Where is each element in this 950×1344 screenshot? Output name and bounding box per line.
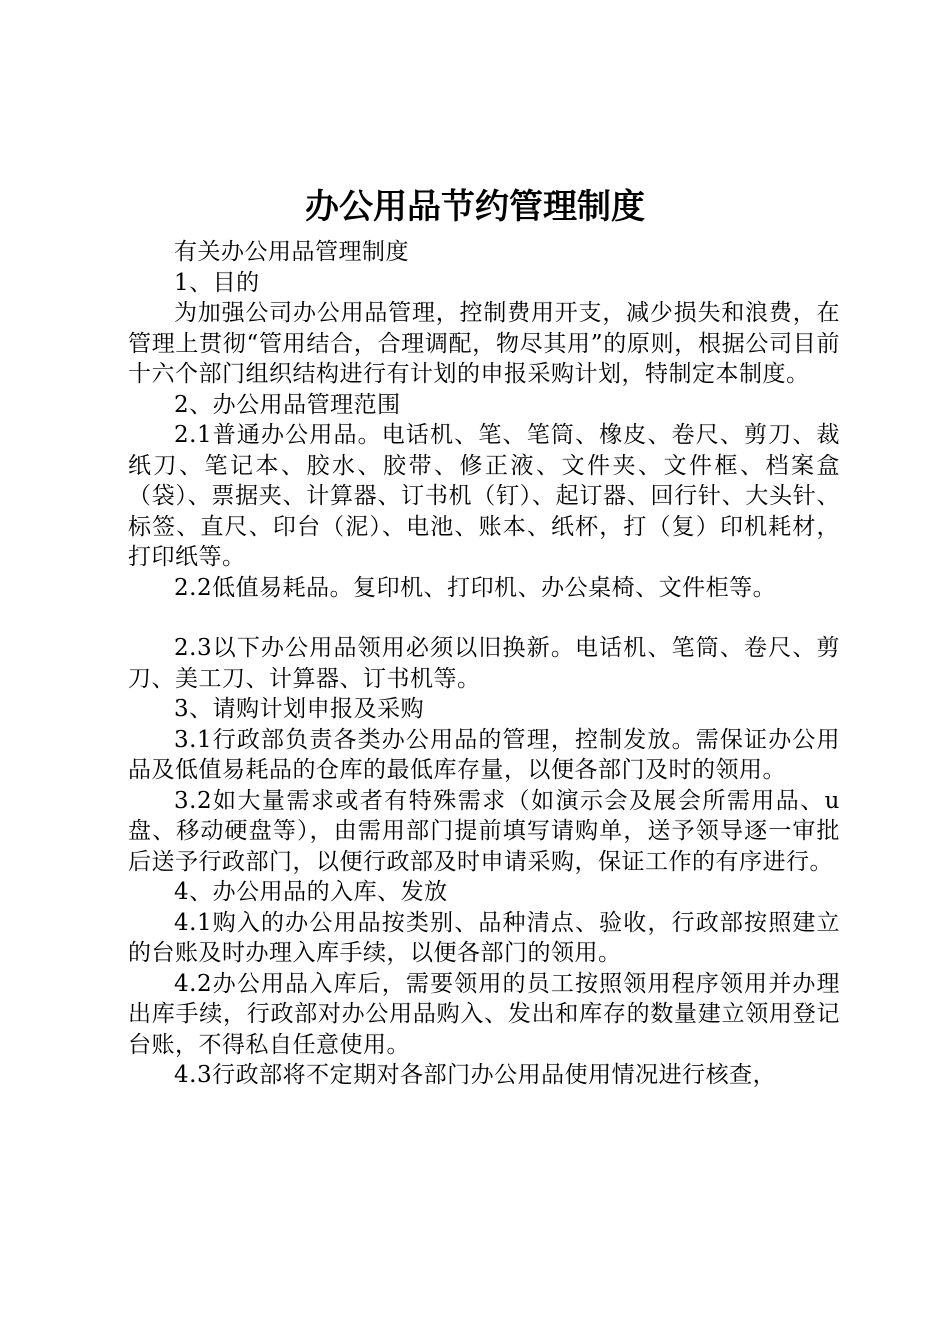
section-heading-purpose: 1、目的	[174, 269, 260, 296]
paragraph-3-1: 3.1行政部负责各类办公用品的管理，控制发放。需保证办公用品及低值易耗品的仓库的最低库存量，以便各部门及时的领用。	[128, 726, 840, 783]
paragraph-2-1: 2.1普通办公用品。电话机、笔、笔筒、橡皮、卷尺、剪刀、裁纸刀、笔记本、胶水、胶带、修正液、文件夹、文件框、档案盒（袋）、票据夹、计算器、订书机（钉）、起订器、回行针、大头针、标签、直尺、印台（泥）、电池、账本、纸杯，打（复）印机耗材，打印纸等。	[128, 422, 840, 570]
section-heading-storage: 4、办公用品的入库、发放	[174, 879, 448, 905]
paragraph-2-2: 2.2低值易耗品。复印机、打印机、办公桌椅、文件柜等。	[174, 574, 777, 601]
section-heading-scope: 2、办公用品管理范围	[174, 391, 401, 418]
document-body	[128, 237, 840, 1091]
paragraph-3-2: 3.2如大量需求或者有特殊需求（如演示会及展会所需用品、u盘、移动硬盘等），由需用部门提前填写请购单，送予领导逐一审批后送予行政部门，以便行政部及时申请采购，保证工作的有序进行。	[128, 787, 840, 875]
paragraph-4-1: 4.1购入的办公用品按类别、品种清点、验收，行政部按照建立的台账及时办理入库手续，以便各部门的领用。	[128, 909, 840, 966]
document-title: 办公用品节约管理制度	[305, 187, 645, 227]
paragraph-4-3: 4.3行政部将不定期对各部门办公用品使用情况进行核查，	[174, 1062, 777, 1088]
paragraph-4-2: 4.2办公用品入库后，需要领用的员工按照领用程序领用并办理出库手续，行政部对办公用品购入、发出和库存的数量建立领用登记台账，不得私自任意使用。	[128, 970, 840, 1058]
section-heading-purchase: 3、请购计划申报及采购	[174, 696, 425, 722]
paragraph-2-3: 2.3以下办公用品领用必须以旧换新。电话机、笔筒、卷尺、剪刀、美工刀、计算器、订书机等。	[128, 635, 840, 692]
paragraph-subtitle: 有关办公用品管理制度	[174, 239, 409, 265]
paragraph-purpose: 为加强公司办公用品管理，控制费用开支，减少损失和浪费，在管理上贯彻“管用结合，合理调配，物尽其用”的原则，根据公司目前十六个部门组织结构进行有计划的申报采购计划，特制定本制度。	[128, 300, 840, 387]
